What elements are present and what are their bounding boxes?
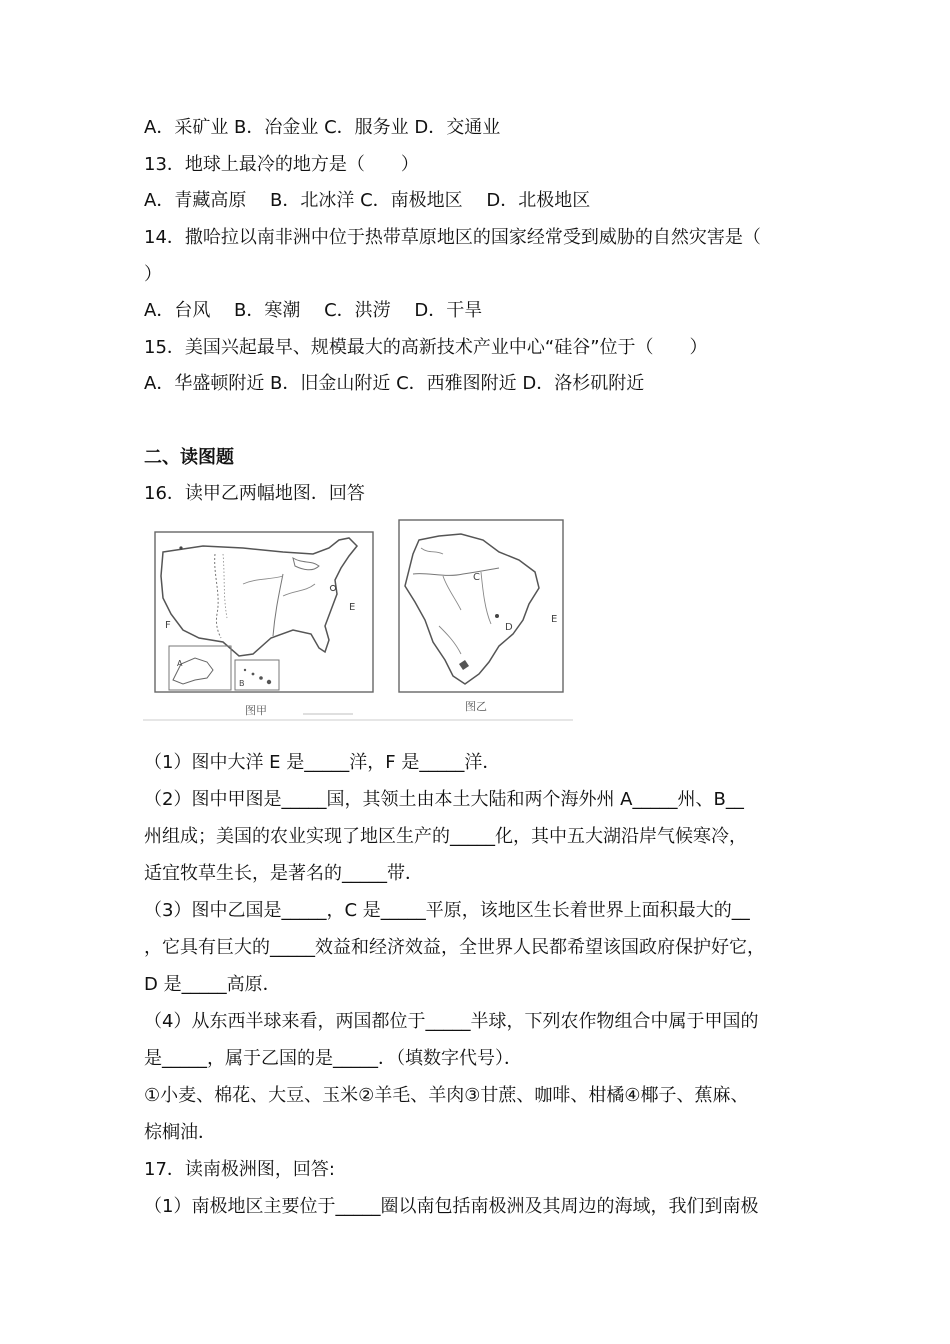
map-yi-label-e: E (551, 614, 558, 625)
map-yi-city (459, 660, 469, 670)
map-jia-mississippi (273, 574, 283, 636)
map-yi-label-c: C (473, 572, 480, 583)
map-jia-usa-outline (161, 538, 357, 656)
section-heading: 二、读图题 (144, 447, 234, 468)
map-jia-point (179, 546, 182, 549)
map-jia-hawaii-island (267, 680, 271, 684)
q16-part1: （1）图中大洋 E 是_____洋，F 是_____洋． (144, 752, 501, 773)
map-jia-great-lakes (293, 558, 319, 570)
q16-part3-cont: ，它具有巨大的_____效益和经济效益，全世界人民都希望该国政府保护好它， (144, 937, 765, 958)
map-jia-missouri (243, 576, 283, 584)
map-jia-label-b: B (239, 679, 245, 688)
map-yi-river (439, 626, 461, 654)
q15-stem: 15．美国兴起最早、规模最大的高新技术产业中心“硅谷”位于（ ） (144, 337, 708, 358)
map-jia-label-e: E (349, 602, 356, 613)
map-jia-label-f: F (165, 620, 171, 631)
map-yi-river (443, 576, 461, 610)
map-jia-label-a: A (177, 659, 183, 668)
map-jia-alaska-inset (169, 646, 231, 690)
map-jia-caption: 图甲 (245, 704, 267, 717)
map-figure (143, 514, 573, 722)
map-yi-label-d: D (505, 622, 513, 633)
q16-part2-cont: 州组成；美国的农业实现了地区生产的_____化，其中五大湖沿岸气候寒冷， (144, 826, 747, 847)
map-jia-hawaii-island (244, 669, 246, 671)
q16-stem: 16．读甲乙两幅地图．回答 (144, 483, 365, 504)
q16-part2-cont: 适宜牧草生长，是著名的_____带． (144, 863, 423, 884)
q14-stem-cont: ） (144, 264, 162, 285)
q16-crop-options-cont: 棕榈油． (144, 1122, 216, 1143)
q13-options: A．青藏高原 B．北冰洋 C．南极地区 D．北极地区 (144, 190, 591, 211)
map-yi-caption: 图乙 (465, 700, 487, 713)
map-yi-brazil-outline (405, 534, 539, 684)
map-jia-hawaii-island (252, 673, 255, 676)
map-figure-svg (143, 514, 573, 722)
q17-stem: 17．读南极洲图，回答: (144, 1159, 335, 1180)
q17-part1: （1）南极地区主要位于_____圈以南包括南极洲及其周边的海域，我们到南极 (144, 1196, 759, 1217)
map-jia-rockies (215, 554, 221, 638)
map-jia-ohio (283, 584, 315, 596)
map-yi-frame (399, 520, 563, 692)
q13-stem: 13．地球上最冷的地方是（ ） (144, 154, 419, 175)
q14-options: A．台风 B．寒潮 C．洪涝 D．干旱 (144, 300, 483, 321)
q16-part3: （3）图中乙国是_____，C 是_____平原，该地区生长着世界上面积最大的__ (144, 900, 750, 921)
q12-options: A．采矿业 B．冶金业 C．服务业 D．交通业 (144, 117, 501, 138)
q16-part2: （2）图中甲图是_____国，其领土由本土大陆和两个海外州 A_____州、B__ (144, 789, 744, 810)
q14-stem: 14．撒哈拉以南非洲中位于热带草原地区的国家经常受到威胁的自然灾害是（ (144, 227, 761, 248)
q16-part4-cont: 是_____，属于乙国的是_____．（填数字代号）． (144, 1048, 522, 1069)
q15-options: A．华盛顿附近 B．旧金山附近 C．西雅图附近 D．洛杉矶附近 (144, 373, 645, 394)
q16-part3-cont: D 是_____高原． (144, 974, 281, 995)
map-yi-point (495, 614, 499, 618)
map-yi-river (421, 548, 443, 554)
q16-part4: （4）从东西半球来看，两国都位于_____半球，下列农作物组合中属于甲国的 (144, 1011, 759, 1032)
map-yi-amazon (413, 568, 499, 575)
map-yi-river (481, 572, 491, 624)
map-jia-hawaii-island (259, 676, 263, 680)
q16-crop-options: ①小麦、棉花、大豆、玉米②羊毛、羊肉③甘蔗、咖啡、柑橘④椰子、蕉麻、 (144, 1085, 749, 1106)
map-jia-city (330, 585, 335, 590)
map-jia-ridge (223, 554, 227, 618)
map-jia-frame (155, 532, 373, 692)
